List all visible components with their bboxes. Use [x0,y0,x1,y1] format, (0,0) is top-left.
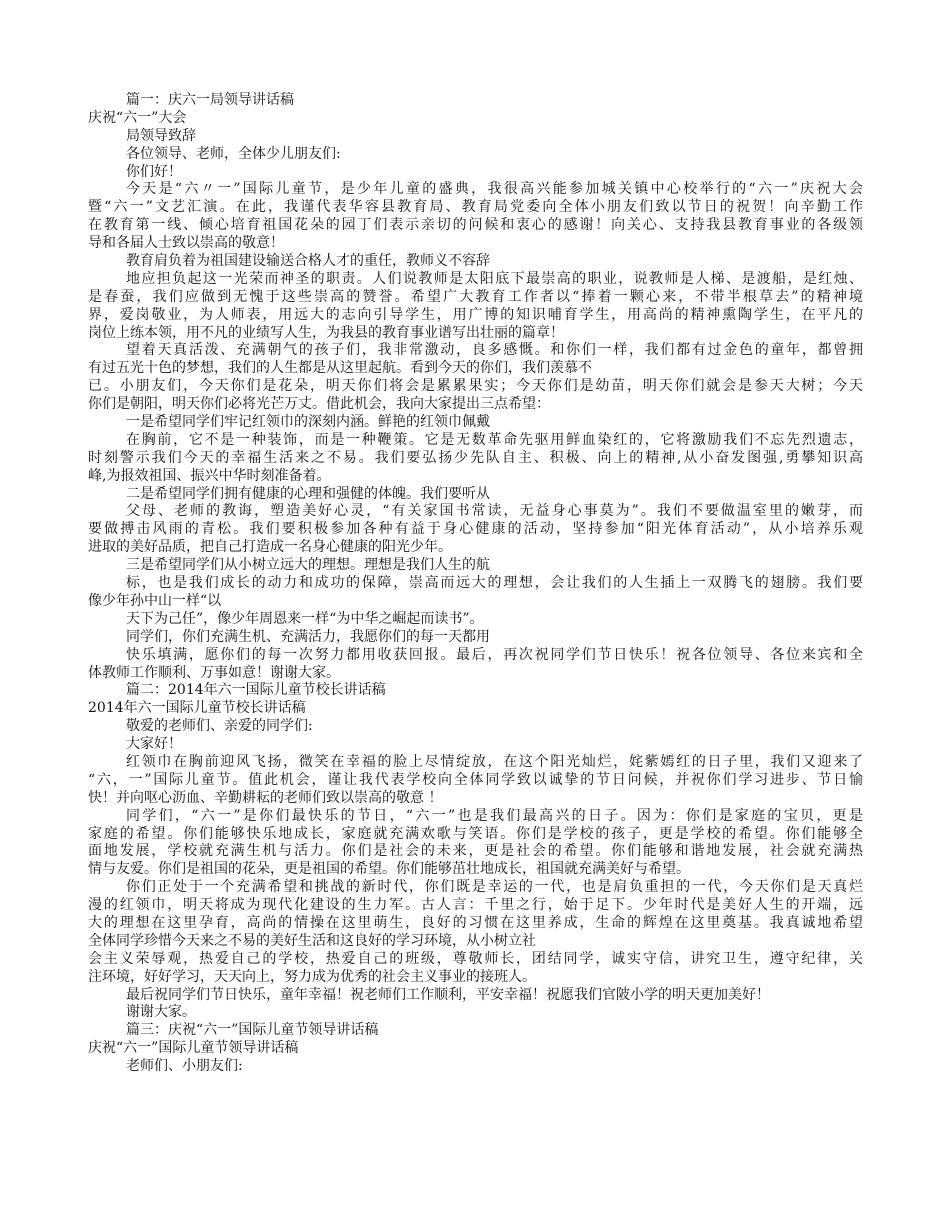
text-line: 界，爱岗敬业，为人师表，用远大的志向引导学生，用广博的知识哺育学生，用高尚的精神熏陶学生，在平凡的 [88,306,863,323]
text-line: 同学们，“六一”是你们最快乐的节日，“六一”也是我们最高兴的日子。因为：你们是家庭的宝贝，更是 [126,807,863,824]
text-line: 最后祝同学们节日快乐，童年幸福！祝老师们工作顺利，平安幸福！祝愿我们官陂小学的明天更加美好！ [126,986,770,1003]
text-line: 二是希望同学们拥有健康的心理和强健的体魄。我们要听从 [126,485,490,502]
text-line: 今天是“六〃一”国际儿童节，是少年儿童的盛典，我很高兴能参加城关镇中心校举行的“六一”庆祝大会 [126,181,863,198]
text-line: 导和各届人士致以崇高的敬意！ [88,235,284,252]
text-line: 面地发展，学校就充满生机与活力。你们是社会的未来，更是社会的希望。你们能够和谐地发展，社会就充满热 [88,843,863,860]
text-line: 教育肩负着为祖国建设输送合格人才的重任，教师义不容辞 [126,253,490,270]
text-line: 老师们、小朋友们: [126,1058,243,1075]
text-line: 红领巾在胸前迎风飞扬，微笑在幸福的脸上尽情绽放，在这个阳光灿烂，姹紫嫣红的日子里，我们又迎来了 [126,753,863,770]
text-line: 已。小朋友们，今天你们是花朵，明天你们将会是累累果实；今天你们是幼苗，明天你们就会是参天大树；今天 [88,378,863,395]
text-line: 在教育第一线、倾心培育祖国花朵的园丁们表示亲切的问候和衷心的感谢！向关心、支持我县教育事业的各级领 [88,217,863,234]
text-line: 在胸前，它不是一种装饰，而是一种鞭策。它是无数革命先驱用鲜血染红的，它将激励我们不忘先烈遗志， [126,431,863,448]
text-line: 谢谢大家。 [126,1004,196,1021]
text-line: 一是希望同学们牢记红领巾的深刻内涵。鲜艳的红领巾佩戴 [126,414,490,431]
text-line: 暨“六一”文艺汇演。在此，我谨代表华容县教育局、教育局党委向全体小朋友们致以节日的祝贺！向辛勤工作 [88,199,863,216]
text-line: 你们正处于一个充满希望和挑战的新时代，你们既是幸运的一代，也是肩负重担的一代，今天你们是天真烂 [126,879,863,896]
text-line: 家庭的希望。你们能够快乐地成长，家庭就充满欢歌与笑语。你们是学校的孩子，更是学校的希望。你们能够全 [88,825,863,842]
text-line: 情与友爱。你们是祖国的花朵，更是祖国的希望。你们能够茁壮地成长，祖国就充满美好与希望。 [88,861,690,878]
text-line: 你们好！ [126,163,182,180]
text-line: 大的理想在这里孕育，高尚的情操在这里萌生，良好的习惯在这里养成，生命的辉煌在这里奠基。我真诚地希望 [88,914,863,931]
text-line: 天下为己任”，像少年周恩来一样“为中华之崛起而读书”。 [126,610,484,627]
document-page [88,92,863,1076]
text-line: 同学们，你们充满生机、充满活力，我愿你们的每一天都用 [126,628,490,645]
text-line: 大家好！ [126,736,182,753]
text-line: 岗位上练本领，用不凡的业绩写人生，为我县的教育事业谱写出壮丽的篇章！ [88,324,564,341]
text-line: 庆祝“六一”国际儿童节领导讲话稿 [88,1040,299,1057]
text-line: 快！并向呕心沥血、辛勤耕耘的老师们致以崇高的敬意 ！ [88,789,443,806]
text-line: 注环境，好好学习，天天向上，努力成为优秀的社会主义事业的接班人。 [88,968,536,985]
text-line: 时刻警示我们今天的幸福生活来之不易。我们要弘扬少先队自主、积极、向上的精神,从小奋发图强,勇攀知识高 [88,449,863,466]
text-line: 望着天真活泼、充满朝气的孩子们，我非常激动，良多感慨。和你们一样，我们都有过金色的童年，都曾拥 [126,342,863,359]
text-line: “六，一”国际儿童节。值此机会，谨让我代表学校向全体同学致以诚挚的节日问候，并祝你们学习进步、节日愉 [88,771,863,788]
text-line: 是春蚕，我们应做到无愧于这些崇高的赞誉。希望广大教育工作者以“捧着一颗心来，不带半根草去”的精神境 [88,288,863,305]
text-line: 全体同学珍惜今天来之不易的美好生活和这良好的学习环境，从小树立社 [88,932,536,949]
text-line: 庆祝“六一”大会 [88,109,187,126]
text-line: 要做搏击风雨的青松。我们要积极参加各种有益于身心健康的活动，坚持参加“阳光体育活动”，从小培养乐观 [88,521,863,538]
text-line: 篇二：2014年六一国际儿童节校长讲话稿 [126,682,386,699]
text-line: 各位领导、老师，全体少儿朋友们: [126,145,341,162]
text-line: 篇三：庆祝“六一”国际儿童节领导讲话稿 [126,1022,379,1039]
text-line: 敬爱的老师们、亲爱的同学们: [126,718,313,735]
text-line: 地应担负起这一光荣而神圣的职责。人们说教师是太阳底下最崇高的职业，说教师是人梯、是渡船，是红烛、 [126,270,863,287]
text-line: 局领导致辞 [126,127,196,144]
text-line: 体教师工作顺利、万事如意！谢谢大家。 [88,664,340,681]
text-line: 有过五光十色的梦想，我们的人生都是从这里起航。看到今天的你们，我们羡慕不 [88,360,592,377]
text-line: 快乐填满，愿你们的每一次努力都用收获回报。最后，再次祝同学们节日快乐！祝各位领导、各位来宾和全 [126,646,863,663]
text-line: 峰,为报效祖国、振兴中华时刻准备着。 [88,467,331,484]
text-line: 父母、老师的教诲，塑造美好心灵，“有关家国书常读，无益身心事莫为”。我们不要做温室里的嫩芽，而 [126,503,863,520]
text-line: 像少年孙中山一样“以 [88,592,222,609]
text-line: 会主义荣辱观，热爱自己的学校，热爱自己的班级，尊敬师长，团结同学，诚实守信，讲究卫生，遵守纪律，关 [88,950,863,967]
text-line: 2014年六一国际儿童节校长讲话稿 [88,700,306,717]
text-line: 漫的红领巾，明天将成为现代化建设的生力军。古人言：千里之行，始于足下。少年时代是美好人生的开端，远 [88,897,863,914]
text-line: 篇一：庆六一局领导讲话稿 [126,92,294,108]
text-line: 你们是朝阳，明天你们必将光芒万丈。借此机会，我向大家提出三点希望： [88,396,550,413]
text-line: 标，也是我们成长的动力和成功的保障，崇高而远大的理想，会让我们的人生插上一双腾飞的翅膀。我们要 [126,575,863,592]
text-line: 三是希望同学们从小树立远大的理想。理想是我们人生的航 [126,557,490,574]
text-line: 进取的美好品质，把自己打造成一名身心健康的阳光少年。 [88,539,452,556]
